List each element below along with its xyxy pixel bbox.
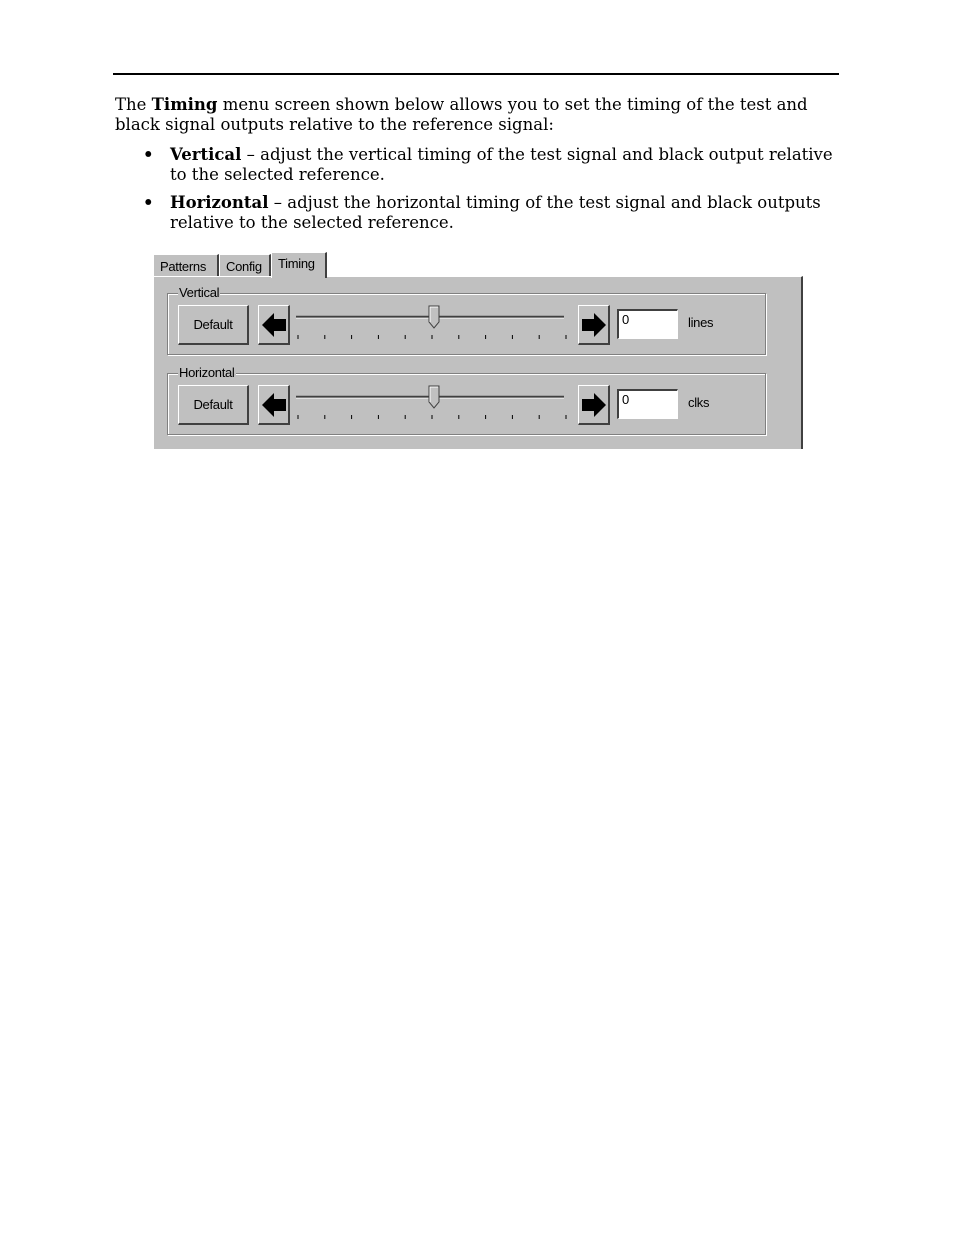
horizontal-group-label: Horizontal — [179, 365, 235, 380]
tab-timing[interactable]: Timing — [271, 252, 327, 278]
left-arrow-icon — [261, 311, 287, 339]
header-rule — [113, 73, 839, 75]
timing-dialog — [153, 252, 803, 449]
bullet-vertical: • Vertical – adjust the vertical timing of the test signal and black output relative to the selected reference. — [143, 145, 833, 184]
tab-config[interactable]: Config — [219, 254, 271, 276]
horizontal-decrease-button[interactable] — [258, 385, 290, 425]
intro-paragraph: The Timing menu screen shown below allows you to set the timing of the test and black signal outputs relative to the reference signal: — [115, 95, 808, 134]
bullet-horizontal: • Horizontal – adjust the horizontal timing of the test signal and black outputs relative to the selected reference. — [143, 193, 821, 232]
horizontal-increase-button[interactable] — [578, 385, 610, 425]
vertical-decrease-button[interactable] — [258, 305, 290, 345]
vertical-group-label: Vertical — [179, 285, 220, 300]
bullet-list — [140, 145, 840, 241]
vertical-slider[interactable] — [292, 304, 572, 344]
vertical-value-input[interactable]: 0 — [617, 309, 678, 339]
timing-panel — [153, 276, 803, 449]
timing-term: Timing — [151, 95, 218, 114]
vertical-increase-button[interactable] — [578, 305, 610, 345]
vertical-unit-label: lines — [688, 315, 714, 330]
right-arrow-icon — [581, 391, 607, 419]
horizontal-default-button[interactable]: Default — [178, 385, 249, 425]
right-arrow-icon — [581, 311, 607, 339]
horizontal-value-input[interactable]: 0 — [617, 389, 678, 419]
horizontal-slider[interactable] — [292, 384, 572, 424]
vertical-default-button[interactable]: Default — [178, 305, 249, 345]
horizontal-group — [167, 365, 766, 435]
tab-patterns[interactable]: Patterns — [153, 254, 219, 276]
left-arrow-icon — [261, 391, 287, 419]
vertical-group — [167, 285, 766, 355]
horizontal-unit-label: clks — [688, 395, 710, 410]
